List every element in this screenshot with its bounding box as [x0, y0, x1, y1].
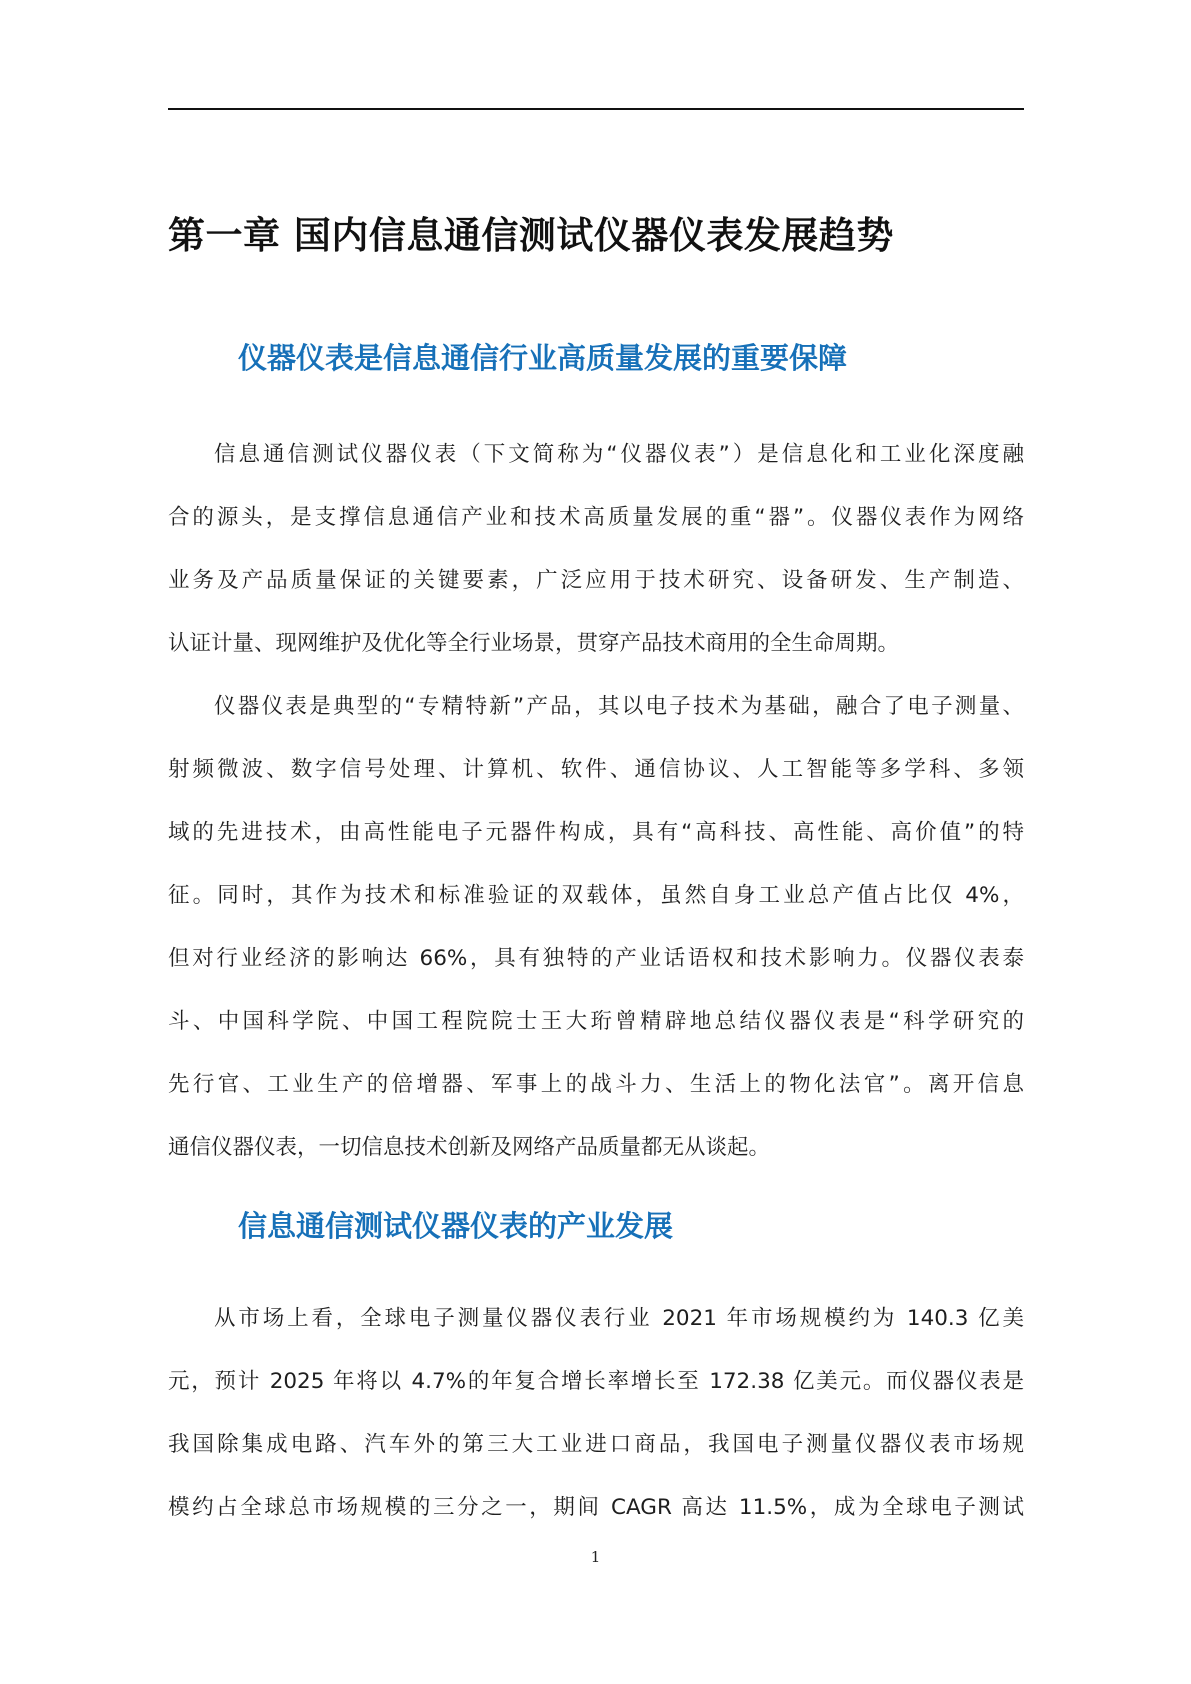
paragraph-line: 认证计量、现网维护及优化等全行业场景，贯穿产品技术商用的全生命周期。: [168, 631, 900, 656]
paragraph-line: 业务及产品质量保证的关键要素，广泛应用于技术研究、设备研发、生产制造、: [168, 568, 1024, 593]
paragraph-line: 域的先进技术，由高性能电子元器件构成，具有“高科技、高性能、高价值”的特: [168, 820, 1024, 845]
section-heading-1: 仪器仪表是信息通信行业高质量发展的重要保障: [238, 341, 848, 375]
paragraph-line: 但对行业经济的影响达 66%，具有独特的产业话语权和技术影响力。仪器仪表泰: [168, 946, 1024, 971]
paragraph-2: [168, 675, 1024, 1179]
paragraph-line: 合的源头，是支撑信息通信产业和技术高质量发展的重“器”。仪器仪表作为网络: [168, 505, 1024, 530]
section-heading-2: 信息通信测试仪器仪表的产业发展: [238, 1209, 674, 1243]
paragraph-line: 先行官、工业生产的倍增器、军事上的战斗力、生活上的物化法官”。离开信息: [168, 1072, 1024, 1097]
paragraph-line: 通信仪器仪表，一切信息技术创新及网络产品质量都无从谈起。: [168, 1135, 771, 1160]
paragraph-line: 我国除集成电路、汽车外的第三大工业进口商品，我国电子测量仪器仪表市场规: [168, 1432, 1024, 1457]
paragraph-line: 从市场上看，全球电子测量仪器仪表行业 2021 年市场规模约为 140.3 亿美: [214, 1306, 1024, 1331]
paragraph-line: 射频微波、数字信号处理、计算机、软件、通信协议、人工智能等多学科、多领: [168, 757, 1024, 782]
paragraph-line: 仪器仪表是典型的“专精特新”产品，其以电子技术为基础，融合了电子测量、: [214, 694, 1024, 719]
paragraph-line: 征。同时，其作为技术和标准验证的双载体，虽然自身工业总产值占比仅 4%，: [168, 883, 1024, 908]
paragraph-line: 元，预计 2025 年将以 4.7%的年复合增长率增长至 172.38 亿美元。而仪器仪表是: [168, 1369, 1024, 1394]
chapter-title: 第一章 国内信息通信测试仪器仪表发展趋势: [168, 214, 894, 257]
paragraph-3: [168, 1287, 1024, 1539]
paragraph-line: 斗、中国科学院、中国工程院院士王大珩曾精辟地总结仪器仪表是“科学研究的: [168, 1009, 1024, 1034]
page-number: 1: [590, 1548, 601, 1566]
header-rule: [168, 108, 1024, 110]
paragraph-line: 模约占全球总市场规模的三分之一，期间 CAGR 高达 11.5%，成为全球电子测试: [168, 1495, 1024, 1520]
paragraph-1: [168, 423, 1024, 675]
paragraph-line: 信息通信测试仪器仪表（下文简称为“仪器仪表”）是信息化和工业化深度融: [214, 442, 1024, 467]
